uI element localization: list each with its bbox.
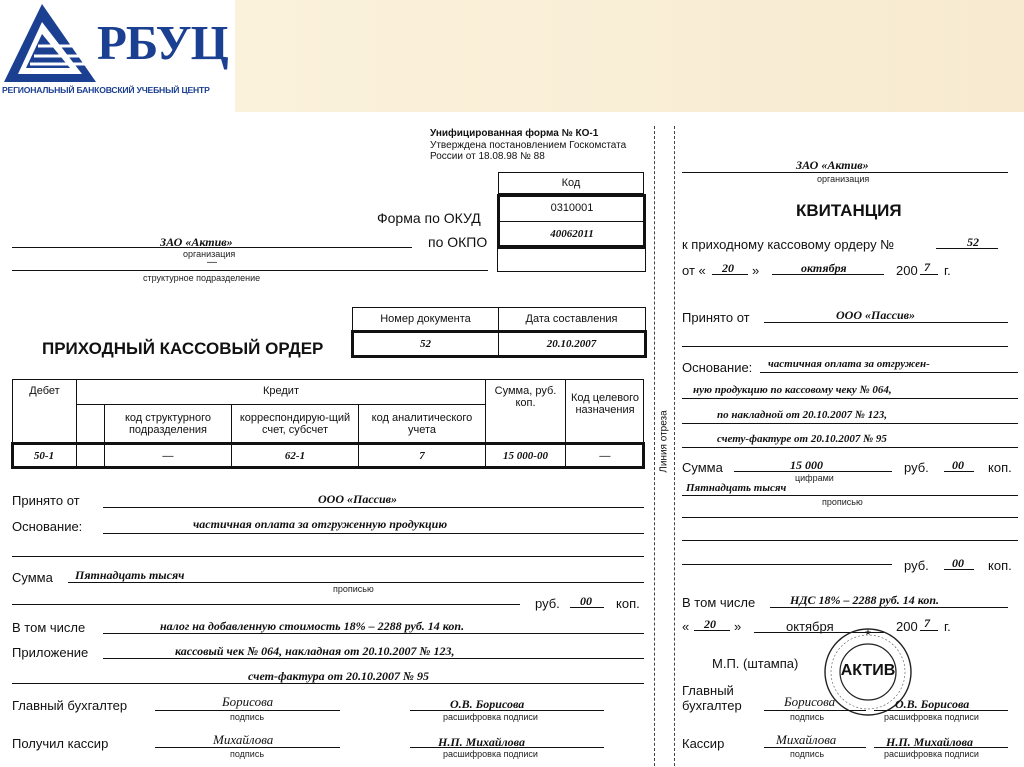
th-corr-account: корреспондирую-щий счет, субсчет [239, 412, 351, 436]
logo-subtitle: РЕГИОНАЛЬНЫЙ БАНКОВСКИЙ УЧЕБНЫЙ ЦЕНТР [2, 85, 210, 95]
attachment-value-2: счет-фактура от 20.10.2007 № 95 [248, 669, 429, 683]
receipt-cashier-name-caption: расшифровка подписи [884, 749, 979, 759]
okud-label: Форма по ОКУД [377, 210, 481, 226]
sum-words: Пятнадцать тысяч [75, 568, 185, 582]
chief-name-caption: расшифровка подписи [443, 712, 538, 722]
receipt-including-value: НДС 18% – 2288 руб. 14 коп. [790, 593, 939, 607]
receipt-organization: ЗАО «Актив» [796, 158, 869, 172]
receipt-rub-label-2: руб. [904, 558, 929, 573]
okpo-label: по ОКПО [428, 234, 488, 250]
including-value: налог на добавленную стоимость 18% – 2288 руб. 14 коп. [160, 619, 465, 633]
doc-date-header: Дата составления [525, 313, 618, 325]
receipt-year2-suffix: г. [944, 619, 951, 634]
cashier-signature: Михайлова [213, 732, 274, 747]
receipt-sum-digits: 15 000 [790, 458, 823, 472]
receipt-month: октября [801, 261, 847, 275]
receipt-sum-words: Пятнадцать тысяч [686, 482, 787, 494]
cut-line-right [674, 126, 675, 766]
doc-number-header: Номер документа [380, 313, 471, 325]
cashier-signature-caption: подпись [230, 749, 265, 759]
stamp-text: АКТИВ [840, 662, 896, 679]
kop-value: 00 [580, 594, 592, 608]
th-credit: Кредит [262, 385, 299, 397]
receipt-order-number: 52 [967, 235, 979, 249]
receipt-chief-signature-caption: подпись [790, 712, 825, 722]
receipt-quote2-close: » [734, 619, 742, 634]
receipt-date-from: от « [682, 263, 706, 278]
receipt-basis-line-2: ную продукцию по кассовому чеку № 064, [693, 384, 892, 396]
receipt-kop-value-2: 00 [952, 556, 964, 570]
cash-receipt-document [0, 114, 1024, 767]
receipt-basis-label: Основание: [682, 360, 753, 375]
to-order-label: к приходному кассовому ордеру № [682, 237, 895, 252]
okud-value: 0310001 [550, 202, 594, 214]
receipt-chief-name: О.В. Борисова [895, 697, 970, 711]
cut-line-label: Линия отреза [658, 410, 670, 473]
header-banner [0, 0, 1024, 112]
code-header-cell: Код [498, 172, 644, 194]
sum-words-caption: прописью [333, 584, 374, 594]
receipt-year-suffix: г. [944, 263, 951, 278]
kop-label: коп. [616, 596, 640, 611]
receipt-received-from-value: ООО «Пассив» [836, 308, 916, 322]
receipt-chief-name-caption: расшифровка подписи [884, 712, 979, 722]
basis-value: частичная оплата за отгруженную продукцию [193, 517, 448, 531]
receipt-organization-caption: организация [817, 174, 870, 184]
receipt-basis-line-3: по накладной от 20.10.2007 № 123, [717, 409, 887, 421]
receipt-digits-caption: цифрами [795, 473, 834, 483]
cell-sum: 15 000-00 [503, 449, 548, 462]
receipt-cashier-label: Кассир [682, 736, 725, 751]
th-debit: Дебет [29, 385, 60, 397]
sum-label: Сумма [12, 570, 53, 585]
receipt-rub-label: руб. [904, 460, 929, 475]
receipt-sum-label: Сумма [682, 460, 723, 475]
including-label: В том числе [12, 620, 86, 635]
cashier-label: Получил кассир [12, 736, 109, 751]
logo [0, 0, 232, 100]
receipt-cashier-name: Н.П. Михайлова [886, 735, 973, 749]
receipt-chief-label-1: Главный [682, 683, 734, 698]
receipt-cashier-signature: Михайлова [776, 732, 837, 747]
receipt-title: КВИТАНЦИЯ [796, 201, 902, 220]
receipt-cashier-signature-caption: подпись [790, 749, 825, 759]
receipt-day: 20 [722, 261, 734, 275]
attachment-label: Приложение [12, 645, 89, 660]
cashier-name: Н.П. Михайлова [438, 735, 525, 749]
chief-signature: Борисова [222, 694, 274, 709]
rub-label: руб. [535, 596, 560, 611]
cell-analytic-code: 7 [419, 449, 425, 462]
receipt-basis-line-1: частичная оплата за отгружен- [768, 358, 930, 370]
cut-line-left [654, 126, 655, 766]
th-analytic-code: код аналитического учета [371, 412, 473, 436]
stamp-label: М.П. (штампа) [712, 656, 799, 671]
th-sub-division: код структурного подразделения [125, 412, 211, 436]
attachment-value-1: кассовый чек № 064, накладная от 20.10.2007 № 123, [175, 644, 455, 658]
division-caption: структурное подразделение [143, 273, 261, 283]
receipt-month2: октября [786, 619, 834, 634]
cell-debit: 50-1 [33, 449, 55, 462]
receipt-kop-label-2: коп. [988, 558, 1012, 573]
chief-accountant-label: Главный бухгалтер [12, 698, 128, 713]
form-header-1: Унифицированная форма № КО-1 [430, 128, 599, 139]
cell-sub-division: — [162, 449, 174, 462]
th-purpose-code: Код целевого назначения [571, 392, 639, 416]
basis-label: Основание: [12, 519, 83, 534]
svg-text:★: ★ [864, 628, 872, 637]
form-header-3: России от 18.08.98 № 88 [430, 151, 545, 162]
doc-number: 52 [420, 338, 431, 350]
order-title: ПРИХОДНЫЙ КАССОВЫЙ ОРДЕР [42, 339, 324, 358]
received-from-value: ООО «Пассив» [318, 492, 398, 506]
receipt-year2-digit: 7 [924, 616, 930, 630]
logo-title: РБУЦ [97, 15, 228, 70]
doc-date: 20.10.2007 [546, 338, 597, 350]
cell-purpose-code: — [599, 449, 611, 462]
organization-caption: организация [183, 249, 236, 259]
receipt-basis-line-4: счету-фактуре от 20.10.2007 № 95 [717, 433, 887, 445]
okpo-value: 40062011 [550, 228, 594, 240]
code-empty-cell [497, 248, 646, 272]
receipt-year-prefix: 200 [896, 263, 918, 278]
cashier-name-caption: расшифровка подписи [443, 749, 538, 759]
receipt-received-from-label: Принято от [682, 310, 750, 325]
receipt-kop-value: 00 [952, 458, 964, 472]
receipt-day2: 20 [704, 617, 716, 631]
receipt-quote-close: » [752, 263, 760, 278]
form-header-2: Утверждена постановлением Госкомстата [430, 140, 627, 151]
receipt-chief-label-2: бухгалтер [682, 698, 742, 713]
receipt-kop-label: коп. [988, 460, 1012, 475]
receipt-year2-prefix: 200 [896, 619, 918, 634]
receipt-year-digit: 7 [924, 260, 930, 274]
chief-signature-caption: подпись [230, 712, 265, 722]
receipt-including-label: В том числе [682, 595, 756, 610]
cell-corr-account: 62-1 [284, 449, 306, 462]
receipt-words-caption: прописью [822, 497, 863, 507]
chief-name: О.В. Борисова [450, 697, 525, 711]
order-organization: ЗАО «Актив» [160, 235, 233, 249]
receipt-chief-signature: Борисова [784, 694, 836, 709]
received-from-label: Принято от [12, 493, 80, 508]
receipt-date2-open: « [682, 619, 690, 634]
logo-triangle-icon [4, 4, 104, 86]
th-sum: Сумма, руб. коп. [494, 385, 557, 409]
division-dash: — [207, 257, 217, 268]
